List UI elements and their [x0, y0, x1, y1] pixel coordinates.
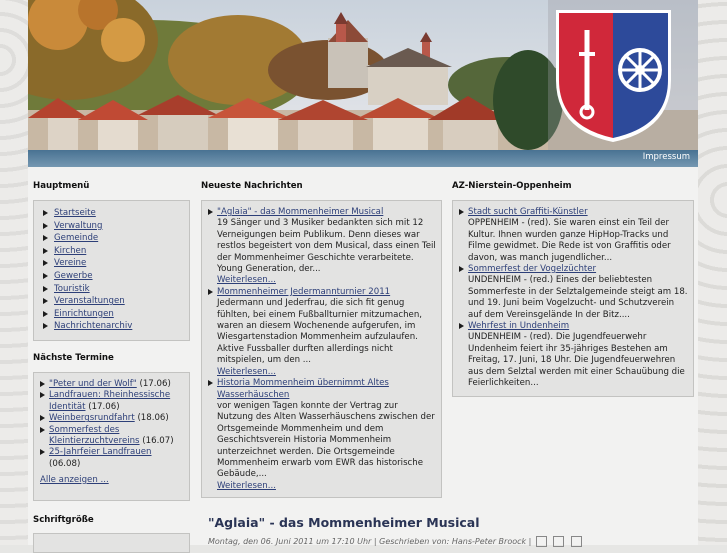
bullet-icon — [459, 323, 464, 329]
page — [28, 0, 698, 545]
menu-item — [41, 270, 189, 283]
az-news-item — [453, 321, 688, 389]
event-item — [34, 425, 183, 448]
az-news-teaser: UNDENHEIM - (red). Die Jugendfeuerwehr Undenheim feiert ihr 35-jähriges Bestehen am Freitag, 17. Juni, 18 Uhr. Die Jugendfeuerwehren aus dem Selztal werden mit einer Schauübung die Feierlichkeiten... — [468, 332, 685, 389]
menu-item — [41, 207, 189, 220]
event-date: (16.07) — [142, 436, 174, 447]
menu-item — [41, 257, 189, 270]
event-date: (18.06) — [137, 413, 169, 424]
event-link[interactable]: "Peter und der Wolf" — [49, 379, 137, 389]
event-link[interactable]: 25-Jahrfeier Landfrauen — [49, 447, 152, 458]
impressum-link[interactable]: Impressum — [642, 152, 690, 162]
bullet-icon — [459, 266, 464, 272]
font-size-box — [33, 533, 190, 553]
header-banner — [28, 0, 698, 167]
az-news-item — [453, 207, 688, 264]
news-item — [202, 207, 436, 287]
event-link[interactable]: Sommerfest des Kleintierzuchtvereins — [49, 424, 140, 447]
bullet-icon — [40, 415, 45, 421]
event-item — [34, 413, 183, 424]
az-news-title-link[interactable]: Sommerfest der Vogelzüchter — [468, 264, 597, 275]
az-news-title-link[interactable]: Stadt sucht Graffiti-Künstler — [468, 207, 588, 217]
latest-news-box — [201, 200, 442, 498]
az-news-title: AZ-Nierstein-Oppenheim — [452, 181, 572, 191]
bullet-icon — [208, 380, 213, 386]
menu-link-gemeinde[interactable]: Gemeinde — [54, 233, 99, 244]
background-pattern-right — [698, 0, 727, 545]
bullet-icon — [40, 381, 45, 387]
az-news-box — [452, 200, 694, 397]
pdf-icon[interactable] — [536, 536, 547, 547]
email-icon[interactable] — [571, 536, 582, 547]
event-date: (06.08) — [49, 458, 81, 469]
news-teaser: 19 Sänger und 3 Musiker bedankten sich mit 12 Verneigungen beim Publikum. Denn dieses war restlos begeistert von dem Musical, dass einen Teil der Mommenheimer Geschichte verarbeitete. Young Generation, der... — [217, 218, 436, 275]
show-all-events-link[interactable]: Alle anzeigen ... — [40, 475, 109, 485]
menu-link-vereine[interactable]: Vereine — [54, 258, 87, 269]
menu-item — [41, 295, 189, 308]
event-item — [34, 379, 183, 390]
az-news-teaser: OPPENHEIM - (red). Sie waren einst ein Teil der Kultur. Ihnen wurden ganze HipHop-Tracks und Filme gewidmet. Die Rede ist von Graffitis oder davon, was manch jugendlicher... — [468, 218, 671, 263]
event-item — [34, 447, 183, 470]
event-link[interactable]: Weinbergsrundfahrt — [49, 413, 135, 424]
read-more-link[interactable]: Weiterlesen... — [217, 480, 276, 491]
news-item — [202, 287, 436, 378]
event-date: (17.06) — [139, 379, 171, 389]
coat-of-arms — [556, 10, 671, 142]
menu-item — [41, 308, 189, 321]
latest-news-title: Neueste Nachrichten — [201, 181, 303, 191]
read-more-link[interactable]: Weiterlesen... — [217, 366, 276, 377]
menu-item — [41, 232, 189, 245]
bullet-icon — [459, 209, 464, 215]
menu-link-kirchen[interactable]: Kirchen — [54, 245, 87, 256]
bullet-icon — [208, 209, 213, 215]
news-title-link[interactable]: Historia Mommenheim übernimmt Altes Wasserhäuschen — [217, 378, 389, 400]
read-more-link[interactable]: Weiterlesen... — [217, 275, 276, 286]
font-size-title: Schriftgröße — [33, 515, 94, 525]
village-photo — [28, 0, 698, 167]
menu-link-einrichtungen[interactable]: Einrichtungen — [54, 308, 114, 319]
events-title: Nächste Termine — [33, 353, 114, 363]
news-teaser: vor wenigen Tagen konnte der Vertrag zur Nutzung des Alten Wasserhäuschens zwischen der Ortsgemeinde Mommenheim und dem Geschichtsverein Historia Mommenheim unterzeichnet werden. Die Ortsgemeinde Mommenheim erwarb vom EWR das historische Gebäude,... — [217, 400, 435, 480]
article-meta — [208, 536, 584, 547]
article-meta-text: Montag, den 06. Juni 2011 um 17:10 Uhr | Geschrieben von: Hans-Peter Broock | — [208, 537, 532, 546]
bullet-icon — [40, 449, 45, 455]
events-box — [33, 372, 190, 501]
menu-link-veranstaltungen[interactable]: Veranstaltungen — [54, 296, 125, 307]
background-pattern-left — [0, 0, 28, 545]
menu-link-nachrichtenarchiv[interactable]: Nachrichtenarchiv — [54, 321, 133, 332]
article-title[interactable]: "Aglaia" - das Mommenheimer Musical — [208, 515, 480, 530]
bullet-icon — [40, 392, 45, 398]
az-news-item — [453, 264, 688, 321]
menu-item — [41, 283, 189, 296]
bullet-icon — [40, 427, 45, 433]
bullet-icon — [208, 289, 213, 295]
news-item — [202, 378, 436, 492]
menu-link-startseite[interactable]: Startseite — [54, 208, 96, 218]
az-news-teaser: UNDENHEIM - (red.) Eines der beliebtesten Sommerfeste in der Selztalgemeinde steigt am 18. und 19. Juni beim Vogelzucht- und Schutzverein auf dem Vereinsgelände In der Bitz.... — [468, 275, 688, 320]
event-link[interactable]: Landfrauen: Rheinhessische Identität — [49, 390, 171, 412]
menu-link-gewerbe[interactable]: Gewerbe — [54, 270, 93, 281]
print-icon[interactable] — [553, 536, 564, 547]
main-menu — [33, 200, 190, 341]
news-teaser: Jedermann und Jederfrau, die sich fit genug fühlten, bei einem Fußballturnier mitzumachen, waren an diesem Wochenende aufgerufen, im Wiesgartenstadion Mommenheim aufzulaufen. Aktive Fussballer durften allerdings nicht mitspielen, um den ... — [217, 298, 423, 366]
event-item — [34, 390, 183, 413]
event-date: (17.06) — [88, 401, 120, 412]
menu-item — [41, 245, 189, 258]
news-title-link[interactable]: "Aglaia" - das Mommenheimer Musical — [217, 207, 384, 217]
news-title-link[interactable]: Mommenheimer Jedermannturnier 2011 — [217, 286, 391, 297]
az-news-title-link[interactable]: Wehrfest in Undenheim — [468, 321, 570, 332]
menu-item — [41, 320, 189, 333]
menu-link-touristik[interactable]: Touristik — [54, 283, 90, 294]
menu-item — [41, 220, 189, 233]
main-menu-title: Hauptmenü — [33, 181, 90, 191]
menu-link-verwaltung[interactable]: Verwaltung — [54, 220, 103, 231]
